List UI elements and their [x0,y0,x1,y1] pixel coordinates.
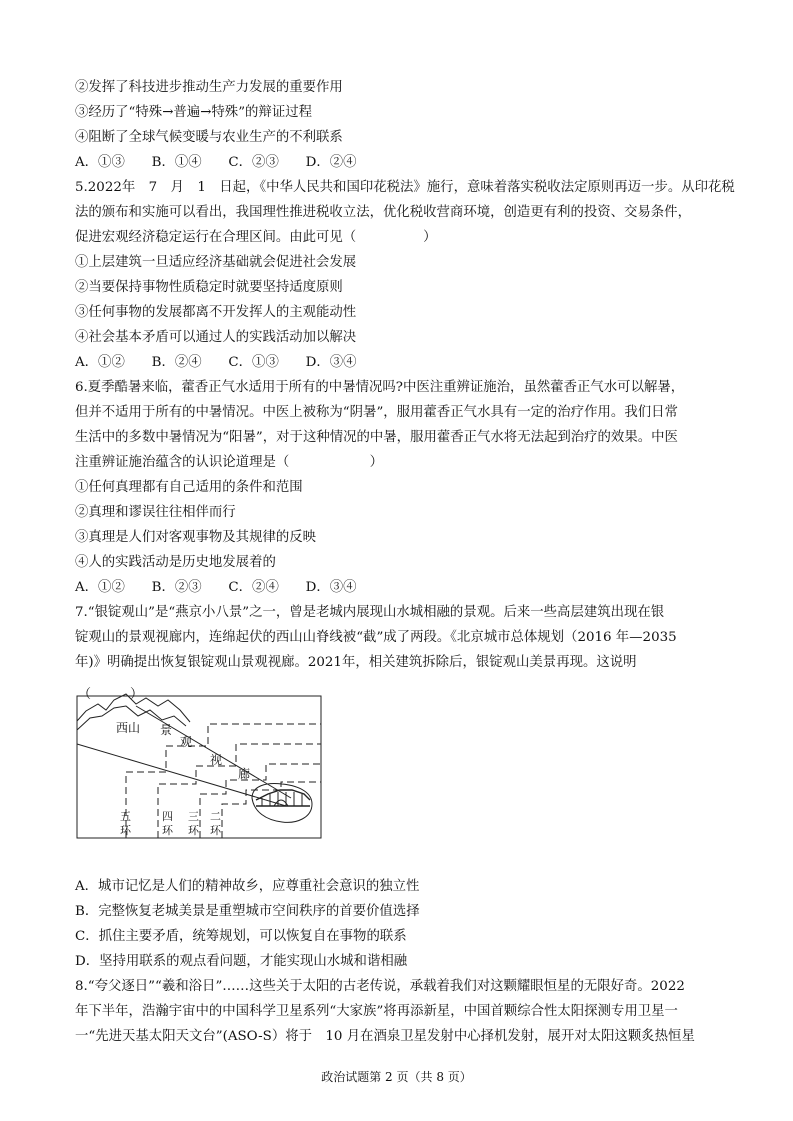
text-line: 锭观山的景观视廊内，连绵起伏的西山山脊线被“截”成了两段。《北京城市总体规划（2016 年—2035 [75,630,677,645]
text-line: D．坚持用联系的观点看问题，才能实现山水城和谐相融 [75,954,408,969]
text-line: ②真理和谬误往往相伴而行 [75,505,236,520]
text-line: 但并不适用于所有的中暑情况。中医上被称为“阴暑”，服用藿香正气水具有一定的治疗作用。我们日常 [75,405,678,420]
text-line: A．①③ B．①④ C．②③ D．②④ [75,155,357,170]
text-line: 一“先进天基太阳天文台”(ASO-S）将于 10 月在酒泉卫星发射中心择机发射，展开对太阳这颗炙热恒星 [75,1029,695,1044]
xishan-label: 西山 [116,721,141,735]
text-line: 生活中的多数中暑情况为“阳暑”，对于这种情况的中暑，服用藿香正气水将无法起到治疗的效果。中医 [75,430,678,445]
page-footer: 政治试题第 2 页（共 8 页） [321,1070,472,1084]
corridor-char-3: 视 [210,753,223,767]
text-line: 8.“夸父逐日”“羲和浴日”……这些关于太阳的古老传说，承载着我们对这颗耀眼恒星的无限好奇。2022 [75,979,685,994]
text-line: A．①② B．②③ C．②④ D．③④ [75,580,357,595]
text-line: ①任何真理都有自己适用的条件和范围 [75,480,303,495]
corridor-char-1: 景 [160,723,173,737]
ring-5-top: 五 [120,810,131,823]
ring-4-bottom: 环 [162,824,173,837]
text-line: C．抓住主要矛盾，统筹规划，可以恢复自在事物的联系 [75,929,407,944]
text-line: 促进宏观经济稳定运行在合理区间。由此可见（ ） [75,230,437,245]
text-line: A．城市记忆是人们的精神故乡，应尊重社会意识的独立性 [75,879,420,894]
text-line: ③经历了“特殊→普遍→特殊”的辩证过程 [75,105,312,120]
text-line: B．完整恢复老城美景是重塑城市空间秩序的首要价值选择 [75,904,420,919]
ring-5-bottom: 环 [120,824,131,837]
text-line: ④阻断了全球气候变暖与农业生产的不利联系 [75,130,343,145]
text-line: 年下半年，浩瀚宇宙中的中国科学卫星系列“大家族”将再添新星，中国首颗综合性太阳探测专用卫星一 [75,1004,678,1019]
text-line: 6.夏季酷暑来临，藿香正气水适用于所有的中暑情况吗?中医注重辨证施治，虽然藿香正气水可以解暑， [75,380,685,395]
corridor-char-4: 廊 [238,767,251,781]
yinding-view-corridor-figure [76,686,326,846]
ring-2-bottom: 环 [210,824,221,837]
ring-2-top: 二 [210,810,221,823]
text-line: ④社会基本矛盾可以通过人的实践活动加以解决 [75,330,357,345]
ring-3-bottom: 环 [188,824,199,837]
corridor-char-2: 观 [180,735,193,749]
figure-paren: （ ） [78,687,144,702]
text-line: 年)》明确提出恢复银锭观山景观视廊。2021年，相关建筑拆除后，银锭观山美景再现。这说明 [75,655,637,670]
ring-4-top: 四 [162,810,173,823]
text-line: ②发挥了科技进步推动生产力发展的重要作用 [75,80,343,95]
text-line: ②当要保持事物性质稳定时就要坚持适度原则 [75,280,343,295]
text-line: 7.“银锭观山”是“燕京小八景”之一，曾是老城内展现山水城相融的景观。后来一些高层建筑出现在银 [75,605,665,620]
text-line: 法的颁布和实施可以看出，我国理性推进税收立法，优化税收营商环境，创造更有利的投资、交易条件， [75,205,691,220]
text-line: 5.2022年 7 月 1 日起，《中华人民共和国印花税法》施行，意味着落实税收法定原则再迈一步。从印花税 [75,180,735,195]
text-line: ①上层建筑一旦适应经济基础就会促进社会发展 [75,255,357,270]
text-line: ③任何事物的发展都离不开发挥人的主观能动性 [75,305,357,320]
text-line: ③真理是人们对客观事物及其规律的反映 [75,530,317,545]
text-line: A．①② B．②④ C．①③ D．③④ [75,355,357,370]
text-line: ④人的实践活动是历史地发展着的 [75,555,276,570]
text-line: 注重辨证施治蕴含的认识论道理是（ ） [75,455,383,470]
ring-3-top: 三 [188,810,199,823]
